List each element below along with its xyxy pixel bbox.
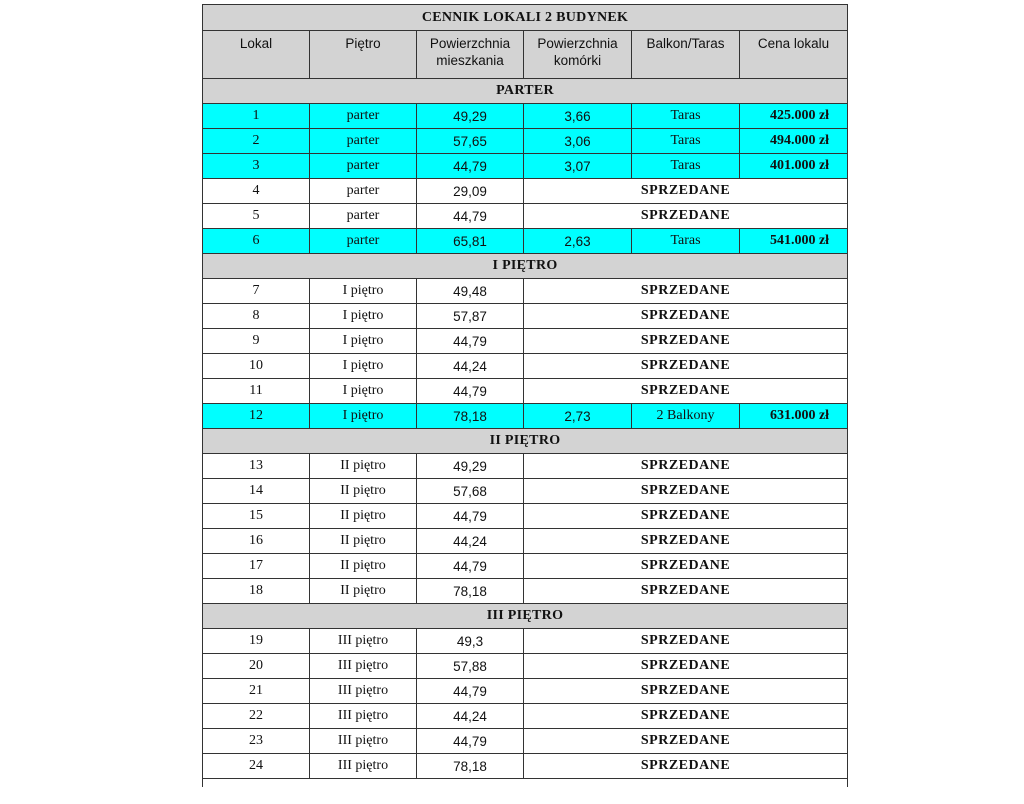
sold-status-label: SPRZEDANE [524,754,848,779]
table-title: CENNIK LOKALI 2 BUDYNEK [203,5,848,31]
sold-status-label: SPRZEDANE [524,454,848,479]
cell-pietro: III piętro [310,704,417,729]
cell-powierzchnia-mieszkania: 57,65 [417,129,524,154]
cell-lokal: 2 [203,129,310,154]
table-row [203,504,848,529]
sold-status-label: SPRZEDANE [524,504,848,529]
cell-powierzchnia-mieszkania: 44,79 [417,504,524,529]
cell-lokal: 9 [203,329,310,354]
price-list-document [202,4,847,802]
cell-lokal: 24 [203,754,310,779]
cell-powierzchnia-mieszkania: 44,79 [417,379,524,404]
cell-pietro: III piętro [310,679,417,704]
sold-status-label: SPRZEDANE [524,729,848,754]
cell-pietro: III piętro [310,729,417,754]
section-title: PARTER [203,79,848,104]
cell-powierzchnia-mieszkania: 44,24 [417,704,524,729]
cell-powierzchnia-mieszkania: 78,18 [417,404,524,429]
cell-lokal: 14 [203,479,310,504]
table-row [203,129,848,154]
cell-pietro: parter [310,154,417,179]
cell-powierzchnia-mieszkania: 44,79 [417,154,524,179]
cell-lokal: 8 [203,304,310,329]
cell-powierzchnia-mieszkania: 44,79 [417,679,524,704]
sold-status-label: SPRZEDANE [524,704,848,729]
cell-pietro: I piętro [310,379,417,404]
table-row [203,479,848,504]
table-row [203,679,848,704]
cell-cena-lokalu: 401.000 zł [740,154,848,179]
sold-status-label: SPRZEDANE [524,654,848,679]
sold-status-label: SPRZEDANE [524,629,848,654]
table-row [203,404,848,429]
header-row [203,31,848,79]
cell-pietro: parter [310,204,417,229]
cell-powierzchnia-mieszkania: 78,18 [417,579,524,604]
section-title: I PIĘTRO [203,254,848,279]
cell-pietro: II piętro [310,579,417,604]
column-header-balkon-taras: Balkon/Taras [632,31,740,79]
cell-cena-lokalu: 541.000 zł [740,229,848,254]
table-row [203,329,848,354]
cell-powierzchnia-mieszkania: 57,87 [417,304,524,329]
cell-pietro: II piętro [310,454,417,479]
price-table [202,4,848,787]
cell-powierzchnia-mieszkania: 57,68 [417,479,524,504]
cell-pietro: III piętro [310,629,417,654]
table-row [203,279,848,304]
cell-powierzchnia-mieszkania: 44,79 [417,204,524,229]
cell-pietro: parter [310,104,417,129]
cell-lokal: 21 [203,679,310,704]
cell-lokal: 17 [203,554,310,579]
cell-lokal: 4 [203,179,310,204]
cell-pietro: I piętro [310,354,417,379]
section-row [203,254,848,279]
cell-lokal: 12 [203,404,310,429]
table-row [203,304,848,329]
column-header-cena-lokalu: Cena lokalu [740,31,848,79]
cell-powierzchnia-mieszkania: 78,18 [417,754,524,779]
cell-pietro: II piętro [310,504,417,529]
cell-pietro: III piętro [310,654,417,679]
table-row [203,229,848,254]
sold-status-label: SPRZEDANE [524,329,848,354]
column-header-powierzchnia-mieszkania: Powierzchnia mieszkania [417,31,524,79]
table-row [203,454,848,479]
cell-pietro: II piętro [310,529,417,554]
cell-pietro: I piętro [310,279,417,304]
cell-powierzchnia-mieszkania: 57,88 [417,654,524,679]
cell-lokal: 20 [203,654,310,679]
table-row [203,729,848,754]
cell-lokal: 10 [203,354,310,379]
cell-balkon-taras: Taras [632,229,740,254]
cell-cena-lokalu: 631.000 zł [740,404,848,429]
sold-status-label: SPRZEDANE [524,204,848,229]
column-header-lokal: Lokal [203,31,310,79]
cell-pietro: parter [310,179,417,204]
cell-powierzchnia-mieszkania: 49,29 [417,454,524,479]
section-row [203,604,848,629]
cell-balkon-taras: Taras [632,154,740,179]
sold-status-label: SPRZEDANE [524,554,848,579]
cell-pietro: parter [310,229,417,254]
cell-lokal: 5 [203,204,310,229]
cell-powierzchnia-mieszkania: 29,09 [417,179,524,204]
cell-lokal: 11 [203,379,310,404]
cell-lokal: 23 [203,729,310,754]
section-title: II PIĘTRO [203,429,848,454]
table-row [203,204,848,229]
column-header-powierzchnia-komorki: Powierzchnia komórki [524,31,632,79]
table-row [203,654,848,679]
sold-status-label: SPRZEDANE [524,279,848,304]
cell-powierzchnia-komorki: 2,73 [524,404,632,429]
table-row [203,554,848,579]
sold-status-label: SPRZEDANE [524,354,848,379]
cell-lokal: 19 [203,629,310,654]
cell-pietro: II piętro [310,479,417,504]
cell-pietro: I piętro [310,404,417,429]
cell-balkon-taras: Taras [632,129,740,154]
cell-pietro: III piętro [310,754,417,779]
cell-lokal: 22 [203,704,310,729]
cell-lokal: 16 [203,529,310,554]
cell-powierzchnia-mieszkania: 44,24 [417,354,524,379]
table-body [203,79,848,788]
table-row [203,529,848,554]
column-header-pietro: Piętro [310,31,417,79]
table-row [203,354,848,379]
sold-status-label: SPRZEDANE [524,304,848,329]
table-bottom-cell [203,779,848,788]
cell-lokal: 15 [203,504,310,529]
sold-status-label: SPRZEDANE [524,479,848,504]
cell-pietro: II piętro [310,554,417,579]
sold-status-label: SPRZEDANE [524,679,848,704]
table-row [203,379,848,404]
cell-lokal: 6 [203,229,310,254]
cell-pietro: I piętro [310,304,417,329]
sold-status-label: SPRZEDANE [524,529,848,554]
cell-pietro: parter [310,129,417,154]
cell-balkon-taras: 2 Balkony [632,404,740,429]
cell-powierzchnia-mieszkania: 44,79 [417,729,524,754]
cell-powierzchnia-mieszkania: 44,79 [417,329,524,354]
cell-powierzchnia-mieszkania: 44,24 [417,529,524,554]
cell-lokal: 7 [203,279,310,304]
cell-powierzchnia-komorki: 3,06 [524,129,632,154]
section-row [203,79,848,104]
table-row [203,579,848,604]
cell-powierzchnia-mieszkania: 49,29 [417,104,524,129]
table-row [203,704,848,729]
cell-powierzchnia-mieszkania: 49,3 [417,629,524,654]
cell-powierzchnia-komorki: 2,63 [524,229,632,254]
cell-lokal: 13 [203,454,310,479]
cell-lokal: 1 [203,104,310,129]
table-row [203,629,848,654]
cell-cena-lokalu: 425.000 zł [740,104,848,129]
cell-powierzchnia-komorki: 3,66 [524,104,632,129]
cell-lokal: 18 [203,579,310,604]
cell-pietro: I piętro [310,329,417,354]
cell-powierzchnia-mieszkania: 49,48 [417,279,524,304]
cell-balkon-taras: Taras [632,104,740,129]
section-row [203,429,848,454]
title-row [203,5,848,31]
table-bottom-edge [203,779,848,788]
table-row [203,154,848,179]
cell-powierzchnia-mieszkania: 44,79 [417,554,524,579]
cell-lokal: 3 [203,154,310,179]
table-row [203,179,848,204]
cell-powierzchnia-komorki: 3,07 [524,154,632,179]
sold-status-label: SPRZEDANE [524,579,848,604]
section-title: III PIĘTRO [203,604,848,629]
table-row [203,104,848,129]
sold-status-label: SPRZEDANE [524,179,848,204]
cell-cena-lokalu: 494.000 zł [740,129,848,154]
table-row [203,754,848,779]
cell-powierzchnia-mieszkania: 65,81 [417,229,524,254]
sold-status-label: SPRZEDANE [524,379,848,404]
